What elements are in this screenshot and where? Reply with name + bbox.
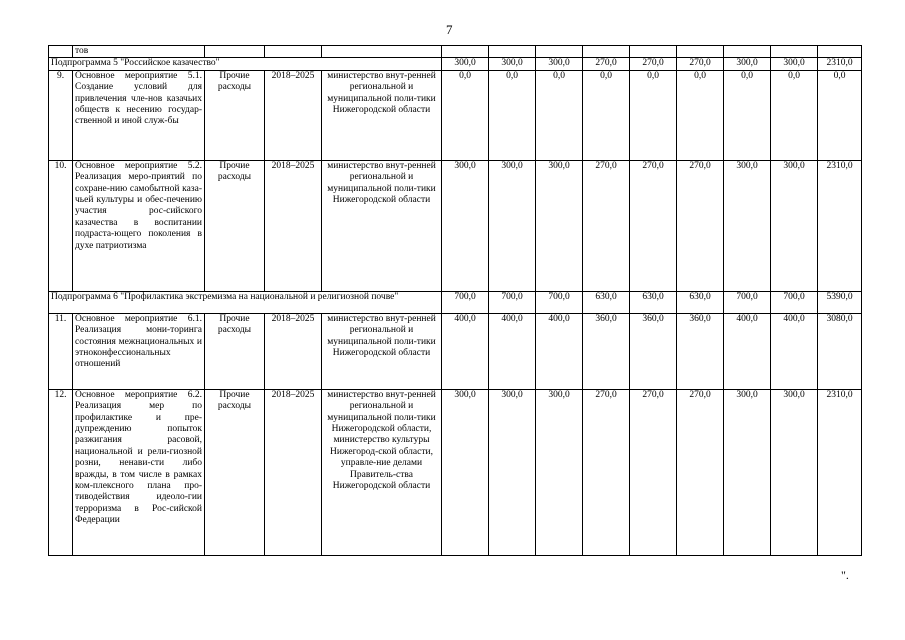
subprogram-title: Подпрограмма 5 "Российское казачество" (49, 58, 442, 70)
year-value-cell: 360,0 (583, 313, 630, 389)
year-value-cell (724, 46, 771, 58)
activity-name-cell: Основное мероприятие 6.2. Реализация мер по профилактике и пре-дупреждению попыток разжигания расовой, национальной и рели-гиозной розни, ненави-сти либо вражды, в том числе в рамках ком-плексного плана про-тиводействия идеоло-гии терроризма в Рос-сийской Федерации (73, 389, 205, 555)
year-value-cell: 0,0 (724, 70, 771, 160)
subprogram-row (49, 291, 862, 313)
year-value-cell: 630,0 (630, 291, 677, 313)
executor-cell: министерство внут-ренней региональной и муниципальной поли-тики Нижегородской области (322, 70, 442, 160)
table-row (49, 160, 862, 291)
year-value-cell: 0,0 (536, 70, 583, 160)
table-row (49, 389, 862, 555)
executor-cell: министерство внут-ренней региональной и муниципальной поли-тики Нижегородской области, министерство культуры Нижегород-ской области, управле-ние делами Правитель-ства Нижегородской области (322, 389, 442, 555)
page-number: 7 (446, 22, 453, 37)
table-row (49, 70, 862, 160)
year-value-cell: 300,0 (724, 160, 771, 291)
total-cell: 0,0 (818, 70, 862, 160)
year-value-cell: 630,0 (583, 291, 630, 313)
row-number-cell: 10. (49, 160, 73, 291)
year-value-cell: 700,0 (724, 291, 771, 313)
year-value-cell: 270,0 (630, 58, 677, 70)
year-value-cell: 0,0 (771, 70, 818, 160)
year-value-cell (583, 46, 630, 58)
total-cell: 5390,0 (818, 291, 862, 313)
year-value-cell: 300,0 (771, 58, 818, 70)
year-value-cell (630, 46, 677, 58)
year-value-cell (818, 46, 862, 58)
year-value-cell: 300,0 (489, 389, 536, 555)
year-value-cell: 360,0 (677, 313, 724, 389)
year-value-cell: 700,0 (536, 291, 583, 313)
year-value-cell: 270,0 (630, 160, 677, 291)
total-cell: 2310,0 (818, 389, 862, 555)
year-value-cell: 270,0 (583, 58, 630, 70)
year-value-cell (771, 46, 818, 58)
year-value-cell: 270,0 (677, 58, 724, 70)
row-number-cell: 9. (49, 70, 73, 160)
year-value-cell: 300,0 (724, 58, 771, 70)
year-value-cell: 0,0 (489, 70, 536, 160)
program-funding-table (48, 45, 862, 556)
year-value-cell (489, 46, 536, 58)
expense-type-cell (205, 46, 265, 58)
year-value-cell: 300,0 (442, 389, 489, 555)
year-value-cell: 270,0 (583, 389, 630, 555)
row-number-cell (49, 46, 73, 58)
year-value-cell: 400,0 (536, 313, 583, 389)
year-value-cell: 300,0 (724, 389, 771, 555)
activity-name-cell: Основное мероприятие 5.1. Создание условий для привлечения чле-нов казачьих обществ к несению государ-ственной и иной служ-бы (73, 70, 205, 160)
year-value-cell: 0,0 (677, 70, 724, 160)
year-value-cell: 400,0 (489, 313, 536, 389)
activity-name-cell: Основное мероприятие 6.1. Реализация мони-торинга состояния межнациональных и этноконфессиональных отношений (73, 313, 205, 389)
year-value-cell: 400,0 (442, 313, 489, 389)
year-value-cell (677, 46, 724, 58)
expense-type-cell: Прочие расходы (205, 313, 265, 389)
executor-cell: министерство внут-ренней региональной и муниципальной поли-тики Нижегородской области (322, 160, 442, 291)
year-value-cell: 300,0 (536, 58, 583, 70)
year-value-cell: 270,0 (630, 389, 677, 555)
year-value-cell (536, 46, 583, 58)
year-value-cell: 0,0 (630, 70, 677, 160)
activity-name-cell: Основное мероприятие 5.2. Реализация меро-приятий по сохране-нию самобытной каза-чьей культуры и обес-печению участия рос-сийского казачества в воспитании подраста-ющего поколения в духе патриотизма (73, 160, 205, 291)
period-cell (265, 46, 322, 58)
expense-type-cell: Прочие расходы (205, 389, 265, 555)
year-value-cell: 700,0 (442, 291, 489, 313)
subprogram-title: Подпрограмма 6 "Профилактика экстремизма на национальной и религиозной почве" (49, 291, 442, 313)
executor-cell: министерство внут-ренней региональной и муниципальной поли-тики Нижегородской области (322, 313, 442, 389)
row-number-cell: 12. (49, 389, 73, 555)
expense-type-cell: Прочие расходы (205, 160, 265, 291)
year-value-cell (442, 46, 489, 58)
year-value-cell: 400,0 (771, 313, 818, 389)
period-cell: 2018–2025 (265, 70, 322, 160)
year-value-cell: 270,0 (583, 160, 630, 291)
year-value-cell: 300,0 (771, 160, 818, 291)
executor-cell (322, 46, 442, 58)
table-row (49, 313, 862, 389)
period-cell: 2018–2025 (265, 313, 322, 389)
year-value-cell: 0,0 (442, 70, 489, 160)
year-value-cell: 630,0 (677, 291, 724, 313)
total-cell: 2310,0 (818, 58, 862, 70)
year-value-cell: 400,0 (724, 313, 771, 389)
year-value-cell: 270,0 (677, 389, 724, 555)
period-cell: 2018–2025 (265, 160, 322, 291)
year-value-cell: 270,0 (677, 160, 724, 291)
year-value-cell: 0,0 (583, 70, 630, 160)
row-number-cell: 11. (49, 313, 73, 389)
year-value-cell: 300,0 (536, 160, 583, 291)
year-value-cell: 300,0 (442, 160, 489, 291)
year-value-cell: 700,0 (771, 291, 818, 313)
activity-name-cell: тов (73, 46, 205, 58)
expense-type-cell: Прочие расходы (205, 70, 265, 160)
table-row (49, 46, 862, 58)
closing-quote-mark: ". (841, 568, 849, 582)
year-value-cell: 300,0 (771, 389, 818, 555)
year-value-cell: 300,0 (536, 389, 583, 555)
year-value-cell: 700,0 (489, 291, 536, 313)
total-cell: 2310,0 (818, 160, 862, 291)
year-value-cell: 360,0 (630, 313, 677, 389)
period-cell: 2018–2025 (265, 389, 322, 555)
subprogram-row (49, 58, 862, 70)
year-value-cell: 300,0 (489, 160, 536, 291)
year-value-cell: 300,0 (489, 58, 536, 70)
year-value-cell: 300,0 (442, 58, 489, 70)
total-cell: 3080,0 (818, 313, 862, 389)
